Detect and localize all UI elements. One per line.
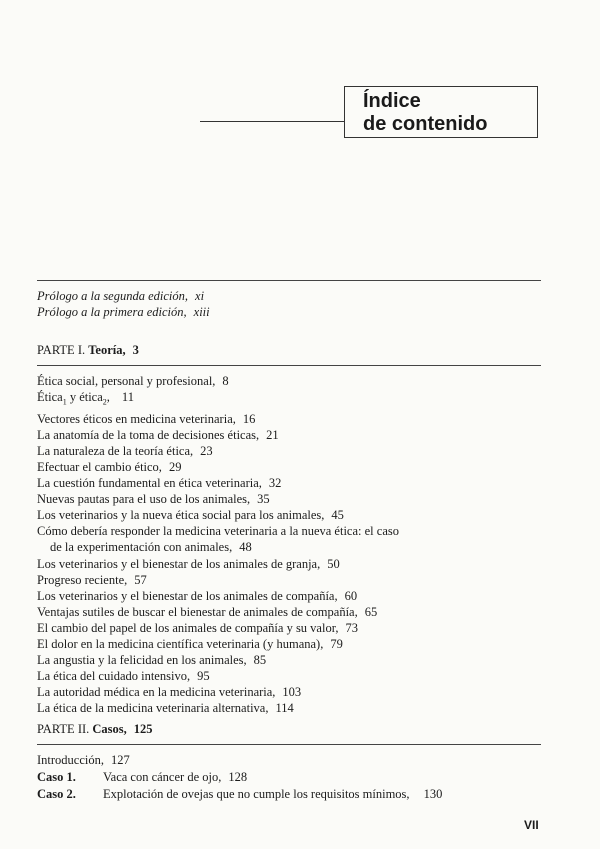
toc-list-part-2 [37, 752, 442, 803]
toc-entry [37, 443, 399, 459]
case-page: 128 [228, 770, 248, 784]
page-number: VII [524, 818, 539, 832]
toc-entry [37, 507, 399, 523]
prologue-page: xi [195, 289, 205, 303]
part-title: Casos, [92, 722, 127, 736]
etica-2: y ética [66, 390, 103, 405]
case-entry [37, 786, 442, 803]
prologue-second [37, 288, 204, 304]
toc-entry [37, 411, 399, 427]
subscript-1: 1 [62, 397, 67, 407]
toc-entry-title: Los veterinarios y la nueva ética social para los animales, [37, 508, 325, 523]
page-title [344, 86, 538, 138]
prologue-text: Prólogo a la primera edición, [37, 305, 187, 319]
toc-entry [37, 668, 399, 684]
toc-entry [37, 620, 399, 636]
toc-entry [37, 636, 399, 652]
toc-entry-page: 29 [168, 459, 182, 474]
toc-entry-page: 60 [344, 588, 358, 603]
toc-entry-title: Los veterinarios y el bienestar de los animales de compañía, [37, 588, 338, 603]
toc-entry-page: 32 [268, 476, 282, 491]
toc-entry-title: Efectuar el cambio ético, [37, 459, 162, 474]
case-title: Explotación de ovejas que no cumple los requisitos mínimos, [103, 787, 410, 801]
toc-entry [37, 491, 399, 507]
toc-entry-page: 73 [345, 620, 358, 635]
title-line-2: de contenido [363, 113, 488, 135]
toc-entry-page: 48 [239, 540, 252, 555]
part-2-heading [37, 722, 153, 737]
toc-entry-page: 95 [197, 669, 210, 684]
part-page: 125 [133, 722, 153, 736]
toc-entry-title: Introducción, [37, 753, 104, 767]
toc-entry [37, 588, 399, 604]
part-label: PARTE II. [37, 722, 90, 736]
case-label: Caso 1. [37, 770, 76, 784]
toc-entry-title: Ética social, personal y profesional, [37, 374, 216, 388]
toc-entry [37, 684, 399, 700]
toc-entry [37, 604, 399, 620]
toc-entry-page: 11 [121, 390, 134, 405]
prologue-page: xiii [193, 305, 210, 319]
title-line-1: Índice [363, 90, 421, 112]
top-rule [37, 280, 541, 281]
toc-entry-page: 16 [242, 411, 256, 426]
toc-entry [37, 475, 399, 491]
toc-entry-title: La ética del cuidado intensivo, [37, 669, 191, 684]
toc-entry-title: Cómo debería responder la medicina veterinaria a la nueva ética: el caso [37, 524, 399, 539]
title-rule [200, 121, 346, 122]
toc-entry-page: 50 [327, 556, 340, 571]
toc-entry-page: 57 [134, 572, 147, 587]
part-1-rule [37, 365, 541, 366]
toc-entry-page: 127 [111, 753, 130, 767]
toc-entry-page: 35 [257, 492, 270, 507]
case-page: 130 [423, 787, 443, 801]
toc-entry-page: 85 [253, 653, 267, 668]
toc-entry-page: 45 [331, 508, 344, 523]
toc-entry-title: La autoridad médica en la medicina veterinaria, [37, 685, 276, 700]
toc-entry-page: 103 [282, 685, 302, 700]
toc-list-part-1 [37, 373, 399, 716]
toc-entry-title: El cambio del papel de los animales de compañía y su valor, [37, 620, 339, 635]
prologue-text: Prólogo a la segunda edición, [37, 289, 189, 303]
toc-entry-page: 8 [222, 374, 229, 388]
part-label: PARTE I. [37, 343, 86, 357]
part-2-rule [37, 744, 541, 745]
toc-entry-continuation [37, 539, 399, 555]
toc-entry-title: La naturaleza de la teoría ética, [37, 443, 194, 458]
toc-entry [37, 652, 399, 668]
toc-entry-title: Los veterinarios y el bienestar de los animales de granja, [37, 556, 321, 571]
toc-entry [37, 427, 399, 443]
case-title: Vaca con cáncer de ojo, [103, 770, 222, 784]
toc-entry-page: 65 [364, 604, 378, 619]
toc-entry [37, 523, 399, 539]
toc-entry-title: La anatomía de la toma de decisiones éticas, [37, 427, 260, 442]
toc-entry-page: 23 [200, 443, 213, 458]
toc-entry [37, 572, 399, 588]
toc-entry [37, 389, 399, 411]
toc-entry-page: 21 [266, 427, 279, 442]
toc-entry-page: 79 [330, 637, 343, 651]
toc-entry-title: de la experimentación con animales, [50, 540, 233, 555]
toc-entry-title: Ventajas sutiles de buscar el bienestar de animales de compañía, [37, 604, 358, 619]
toc-entry-title: Vectores éticos en medicina veterinaria, [37, 411, 236, 426]
toc-entry [37, 700, 399, 716]
toc-entry-title: Nuevas pautas para el uso de los animales, [37, 492, 251, 507]
toc-entry-title: El dolor en la medicina científica veterinaria (y humana), [37, 637, 324, 651]
toc-entry-page: 114 [275, 701, 294, 716]
part-1-heading [37, 343, 139, 358]
toc-entry [37, 373, 399, 389]
prologue-first [37, 304, 210, 320]
toc-entry-title [37, 390, 110, 407]
case-entry [37, 769, 442, 786]
etica-comma: , [106, 390, 110, 405]
toc-entry-title: Progreso reciente, [37, 572, 128, 587]
toc-entry-title: La angustia y la felicidad en los animales, [37, 653, 247, 668]
toc-entry-title: La ética de la medicina veterinaria alternativa, [37, 701, 269, 716]
case-label: Caso 2. [37, 787, 76, 801]
part-title: Teoría, [88, 343, 126, 357]
part-page: 3 [132, 343, 139, 357]
toc-entry-intro [37, 752, 442, 769]
subscript-2: 2 [102, 397, 107, 407]
etica-1: Ética [37, 390, 63, 405]
toc-entry-title: La cuestión fundamental en ética veterinaria, [37, 476, 262, 491]
toc-entry [37, 459, 399, 475]
toc-entry [37, 556, 399, 572]
